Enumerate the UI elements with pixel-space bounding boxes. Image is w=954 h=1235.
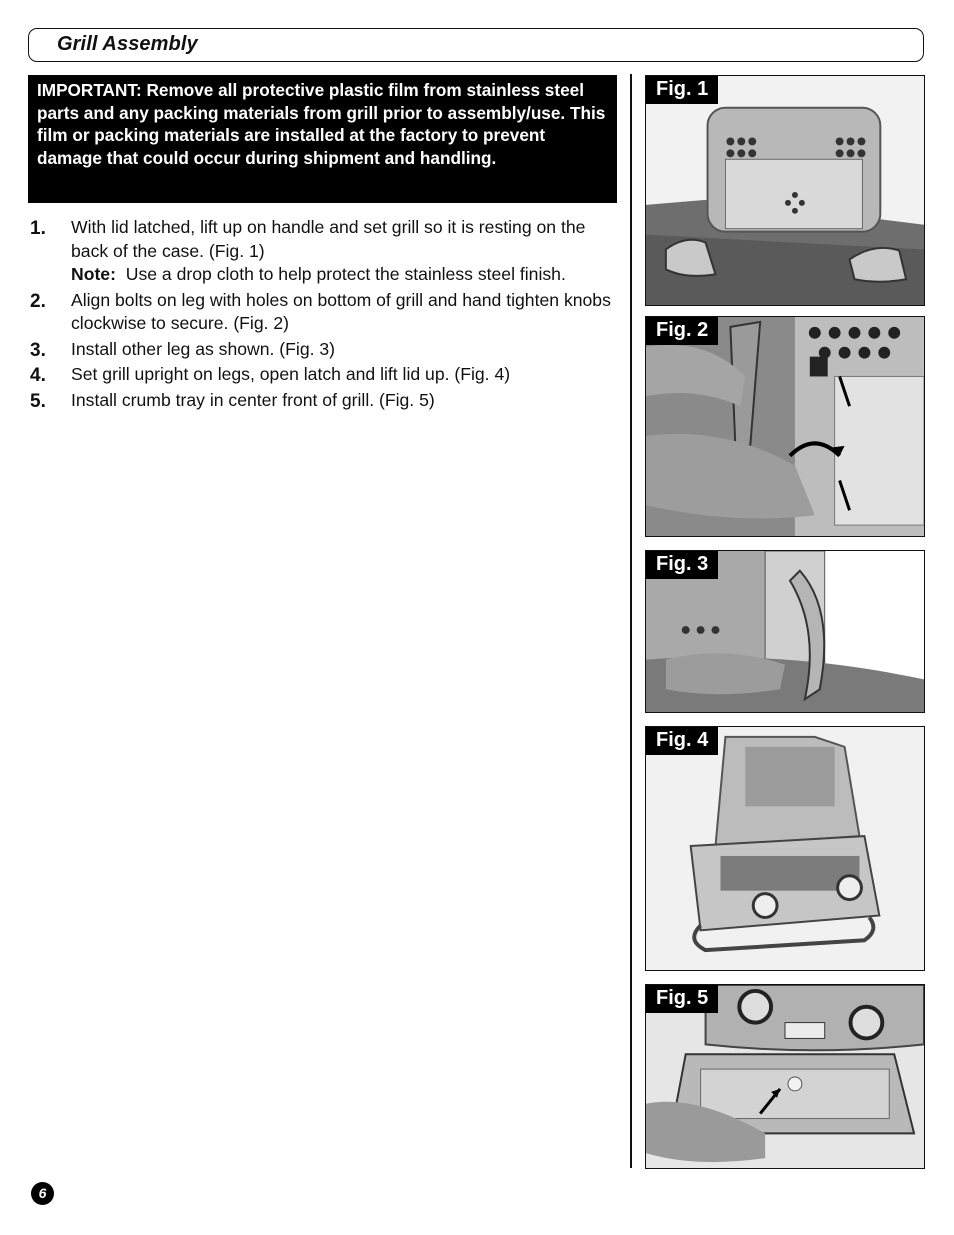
step-1 [28, 216, 618, 287]
step-text: Install crumb tray in center front of grill. (Fig. 5) [71, 389, 435, 410]
assembly-steps [28, 216, 618, 414]
figure-label: Fig. 1 [646, 76, 718, 104]
step-2 [28, 289, 618, 336]
section-header [28, 28, 924, 62]
step-text: With lid latched, lift up on handle and set grill so it is resting on the back of the case. (Fig. 1) [71, 217, 586, 261]
figure-2 [645, 316, 925, 537]
step-text: Set grill upright on legs, open latch and lift lid up. (Fig. 4) [71, 364, 511, 384]
figure-4 [645, 726, 925, 971]
step-text: Align bolts on leg with holes on bottom of grill and hand tighten knobs clockwise to secure. (Fig. 2) [71, 289, 611, 333]
section-title: Grill Assembly [57, 33, 198, 55]
figure-1 [645, 75, 925, 306]
figure-label: Fig. 3 [646, 551, 718, 579]
step-4 [28, 363, 618, 387]
important-notice: IMPORTANT: Remove all protective plastic film from stainless steel parts and any packing materials from grill prior to assembly/use. This film or packing materials are installed at the factory to prevent damage that could occur during shipment and handling. [28, 75, 617, 203]
figure-label: Fig. 5 [646, 985, 718, 1013]
grill-lid-open-photo [646, 727, 924, 970]
step-number: 3. [30, 339, 46, 361]
step-3 [28, 338, 618, 362]
page-number: 6 [31, 1182, 54, 1205]
step-number: 5. [30, 390, 46, 412]
figure-label: Fig. 4 [646, 727, 718, 755]
figure-label: Fig. 2 [646, 317, 718, 345]
step-number: 4. [30, 365, 46, 386]
note-text: Use a drop cloth to help protect the stainless steel finish. [125, 264, 566, 284]
tighten-knobs-photo [646, 317, 924, 536]
step-5 [28, 389, 618, 413]
step-number: 1. [30, 218, 46, 239]
step-number: 2. [30, 290, 46, 312]
figure-3 [645, 550, 925, 713]
grill-on-back-photo [646, 76, 924, 305]
step-text: Install other leg as shown. (Fig. 3) [71, 338, 336, 359]
figure-5 [645, 984, 925, 1169]
note-label: Note: [71, 264, 116, 284]
column-divider [630, 74, 632, 1168]
